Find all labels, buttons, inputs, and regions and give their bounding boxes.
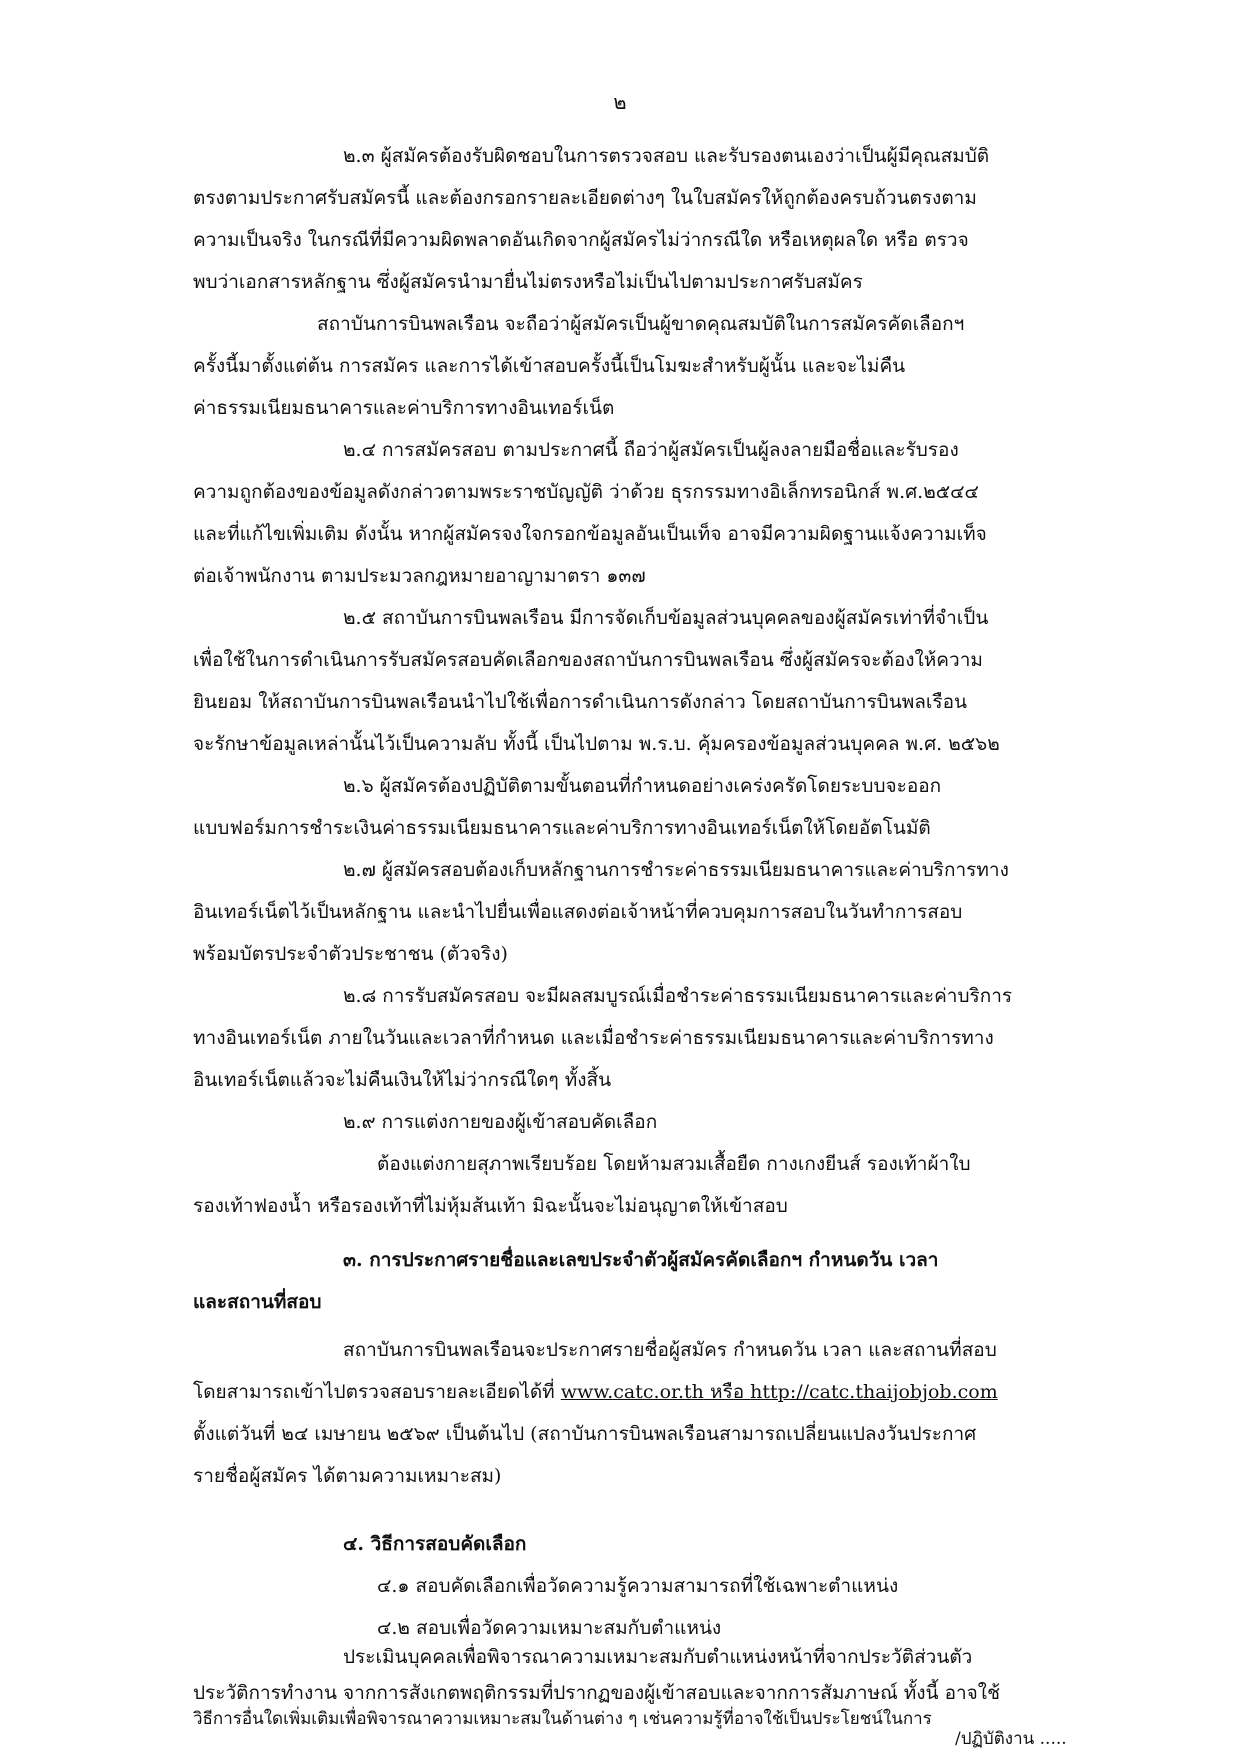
section-2-5-line-3: ยินยอม ให้สถาบันการบินพลเรือนนำไปใช้เพื่อการดำเนินการดังกล่าว โดยสถาบันการบินพลเรือน	[193, 691, 967, 713]
section-2-4-line-2: ความถูกต้องของข้อมูลดังกล่าวตามพระราชบัญญัติ ว่าด้วย ธุรกรรมทางอิเล็กทรอนิกส์ พ.ศ.๒๕๔๔	[193, 481, 979, 503]
section-2-7-line-1: ๒.๗ ผู้สมัครสอบต้องเก็บหลักฐานการชำระค่าธรรมเนียมธนาคารและค่าบริการทาง	[343, 859, 1009, 881]
section-2-6-line-2: แบบฟอร์มการชำระเงินค่าธรรมเนียมธนาคารและค่าบริการทางอินเทอร์เน็ตให้โดยอัตโนมัติ	[193, 817, 931, 839]
section-2-5-line-2: เพื่อใช้ในการดำเนินการรับสมัครสอบคัดเลือกของสถาบันการบินพลเรือน ซึ่งผู้สมัครจะต้องให้ความ	[193, 649, 983, 671]
section-2-7-line-3: พร้อมบัตรประจำตัวประชาชน (ตัวจริง)	[193, 943, 508, 965]
section-2-4-line-1: ๒.๔ การสมัครสอบ ตามประกาศนี้ ถือว่าผู้สมัครเป็นผู้ลงลายมือชื่อและรับรอง	[343, 439, 959, 461]
section-4-heading: ๔. วิธีการสอบคัดเลือก	[343, 1533, 527, 1555]
section-3-line-4: รายชื่อผู้สมัคร ได้ตามความเหมาะสม)	[193, 1465, 502, 1487]
section-2-8-line-3: อินเทอร์เน็ตแล้วจะไม่คืนเงินให้ไม่ว่ากรณีใดๆ ทั้งสิ้น	[193, 1069, 612, 1091]
section-2-9-line-3: รองเท้าฟองน้ำ หรือรองเท้าที่ไม่หุ้มส้นเท้า มิฉะนั้นจะไม่อนุญาตให้เข้าสอบ	[193, 1195, 788, 1217]
catc-website-link[interactable]: www.catc.or.th	[560, 1381, 704, 1403]
section-3-heading-line-2: และสถานที่สอบ	[193, 1291, 322, 1313]
section-2-7-line-2: อินเทอร์เน็ตไว้เป็นหลักฐาน และนำไปยื่นเพื่อแสดงต่อเจ้าหน้าที่ควบคุมการสอบในวันทำการสอบ	[193, 901, 963, 923]
section-2-3-line-4: พบว่าเอกสารหลักฐาน ซึ่งผู้สมัครนำมายื่นไม่ตรงหรือไม่เป็นไปตามประกาศรับสมัคร	[193, 271, 863, 293]
continued-marker: /ปฏิบัติงาน .....	[955, 1729, 1067, 1749]
section-2-4-line-4: ต่อเจ้าพนักงาน ตามประมวลกฎหมายอาญามาตรา ๑๓๗	[193, 565, 646, 587]
link-separator: หรือ	[703, 1381, 751, 1403]
section-2-5-line-4: จะรักษาข้อมูลเหล่านั้นไว้เป็นความลับ ทั้งนี้ เป็นไปตาม พ.ร.บ. คุ้มครองข้อมูลส่วนบุคคล พ.ศ. ๒๕๖๒	[193, 733, 1000, 755]
section-4-2-item: ๔.๒ สอบเพื่อวัดความเหมาะสมกับตำแหน่ง	[377, 1617, 722, 1639]
section-2-8-line-1: ๒.๘ การรับสมัครสอบ จะมีผลสมบูรณ์เมื่อชำระค่าธรรมเนียมธนาคารและค่าบริการ	[343, 985, 1013, 1007]
section-3-line-2-text: โดยสามารถเข้าไปตรวจสอบรายละเอียดได้ที่	[193, 1381, 561, 1403]
section-3-line-1: สถาบันการบินพลเรือนจะประกาศรายชื่อผู้สมัคร กำหนดวัน เวลา และสถานที่สอบ	[343, 1339, 997, 1361]
section-2-6-line-1: ๒.๖ ผู้สมัครต้องปฏิบัติตามขั้นตอนที่กำหนดอย่างเคร่งครัดโดยระบบจะออก	[343, 775, 942, 797]
section-4-1-item: ๔.๑ สอบคัดเลือกเพื่อวัดความรู้ความสามารถที่ใช้เฉพาะตำแหน่ง	[377, 1575, 899, 1597]
section-4-line-1: ประเมินบุคคลเพื่อพิจารณาความเหมาะสมกับตำแหน่งหน้าที่จากประวัติส่วนตัว	[343, 1646, 973, 1668]
section-3-line-2	[193, 1372, 998, 1413]
section-3-line-3: ตั้งแต่วันที่ ๒๔ เมษายน ๒๕๖๙ เป็นต้นไป (สถาบันการบินพลเรือนสามารถเปลี่ยนแปลงวันประกาศ	[193, 1423, 977, 1445]
section-2-8-line-2: ทางอินเทอร์เน็ต ภายในวันและเวลาที่กำหนด และเมื่อชำระค่าธรรมเนียมธนาคารและค่าบริการทาง	[193, 1027, 994, 1049]
section-2-3-line-7: ค่าธรรมเนียมธนาคารและค่าบริการทางอินเทอร์เน็ต	[193, 397, 615, 419]
section-3-heading-line-1: ๓. การประกาศรายชื่อและเลขประจำตัวผู้สมัครคัดเลือกฯ กำหนดวัน เวลา	[343, 1249, 939, 1271]
section-2-9-line-1: ๒.๙ การแต่งกายของผู้เข้าสอบคัดเลือก	[343, 1111, 658, 1133]
page-number: ๒	[613, 90, 627, 114]
section-2-3-line-3: ความเป็นจริง ในกรณีที่มีความผิดพลาดอันเกิดจากผู้สมัครไม่ว่ากรณีใด หรือเหตุผลใด หรือ ตรวจ	[193, 229, 969, 251]
thaijobjob-website-link[interactable]: http://catc.thaijobjob.com	[750, 1381, 998, 1403]
section-2-3-line-6: ครั้งนี้มาตั้งแต่ต้น การสมัคร และการได้เข้าสอบครั้งนี้เป็นโมฆะสำหรับผู้นั้น และจะไม่คืน	[193, 355, 906, 377]
section-2-4-line-3: และที่แก้ไขเพิ่มเติม ดังนั้น หากผู้สมัครจงใจกรอกข้อมูลอันเป็นเท็จ อาจมีความผิดฐานแจ้งความเท็จ	[193, 523, 987, 545]
section-4-line-2: ประวัติการทำงาน จากการสังเกตพฤติกรรมที่ปรากฏของผู้เข้าสอบและจากการสัมภาษณ์ ทั้งนี้ อาจใช้	[193, 1682, 1000, 1704]
section-2-5-line-1: ๒.๕ สถาบันการบินพลเรือน มีการจัดเก็บข้อมูลส่วนบุคคลของผู้สมัครเท่าที่จำเป็น	[343, 607, 989, 629]
section-2-9-line-2: ต้องแต่งกายสุภาพเรียบร้อย โดยห้ามสวมเสื้อยืด กางเกงยีนส์ รองเท้าผ้าใบ	[377, 1153, 971, 1175]
section-2-3-line-2: ตรงตามประกาศรับสมัครนี้ และต้องกรอกรายละเอียดต่างๆ ในใบสมัครให้ถูกต้องครบถ้วนตรงตาม	[193, 187, 977, 209]
section-4-line-3: วิธีการอื่นใดเพิ่มเติมเพื่อพิจารณาความเหมาะสมในด้านต่าง ๆ เช่นความรู้ที่อาจใช้เป็นประโยชน์ในการ	[193, 1709, 932, 1729]
section-2-3-line-5: สถาบันการบินพลเรือน จะถือว่าผู้สมัครเป็นผู้ขาดคุณสมบัติในการสมัครคัดเลือกฯ	[317, 313, 965, 335]
section-2-3-line-1: ๒.๓ ผู้สมัครต้องรับผิดชอบในการตรวจสอบ และรับรองตนเองว่าเป็นผู้มีคุณสมบัติ	[343, 145, 990, 167]
